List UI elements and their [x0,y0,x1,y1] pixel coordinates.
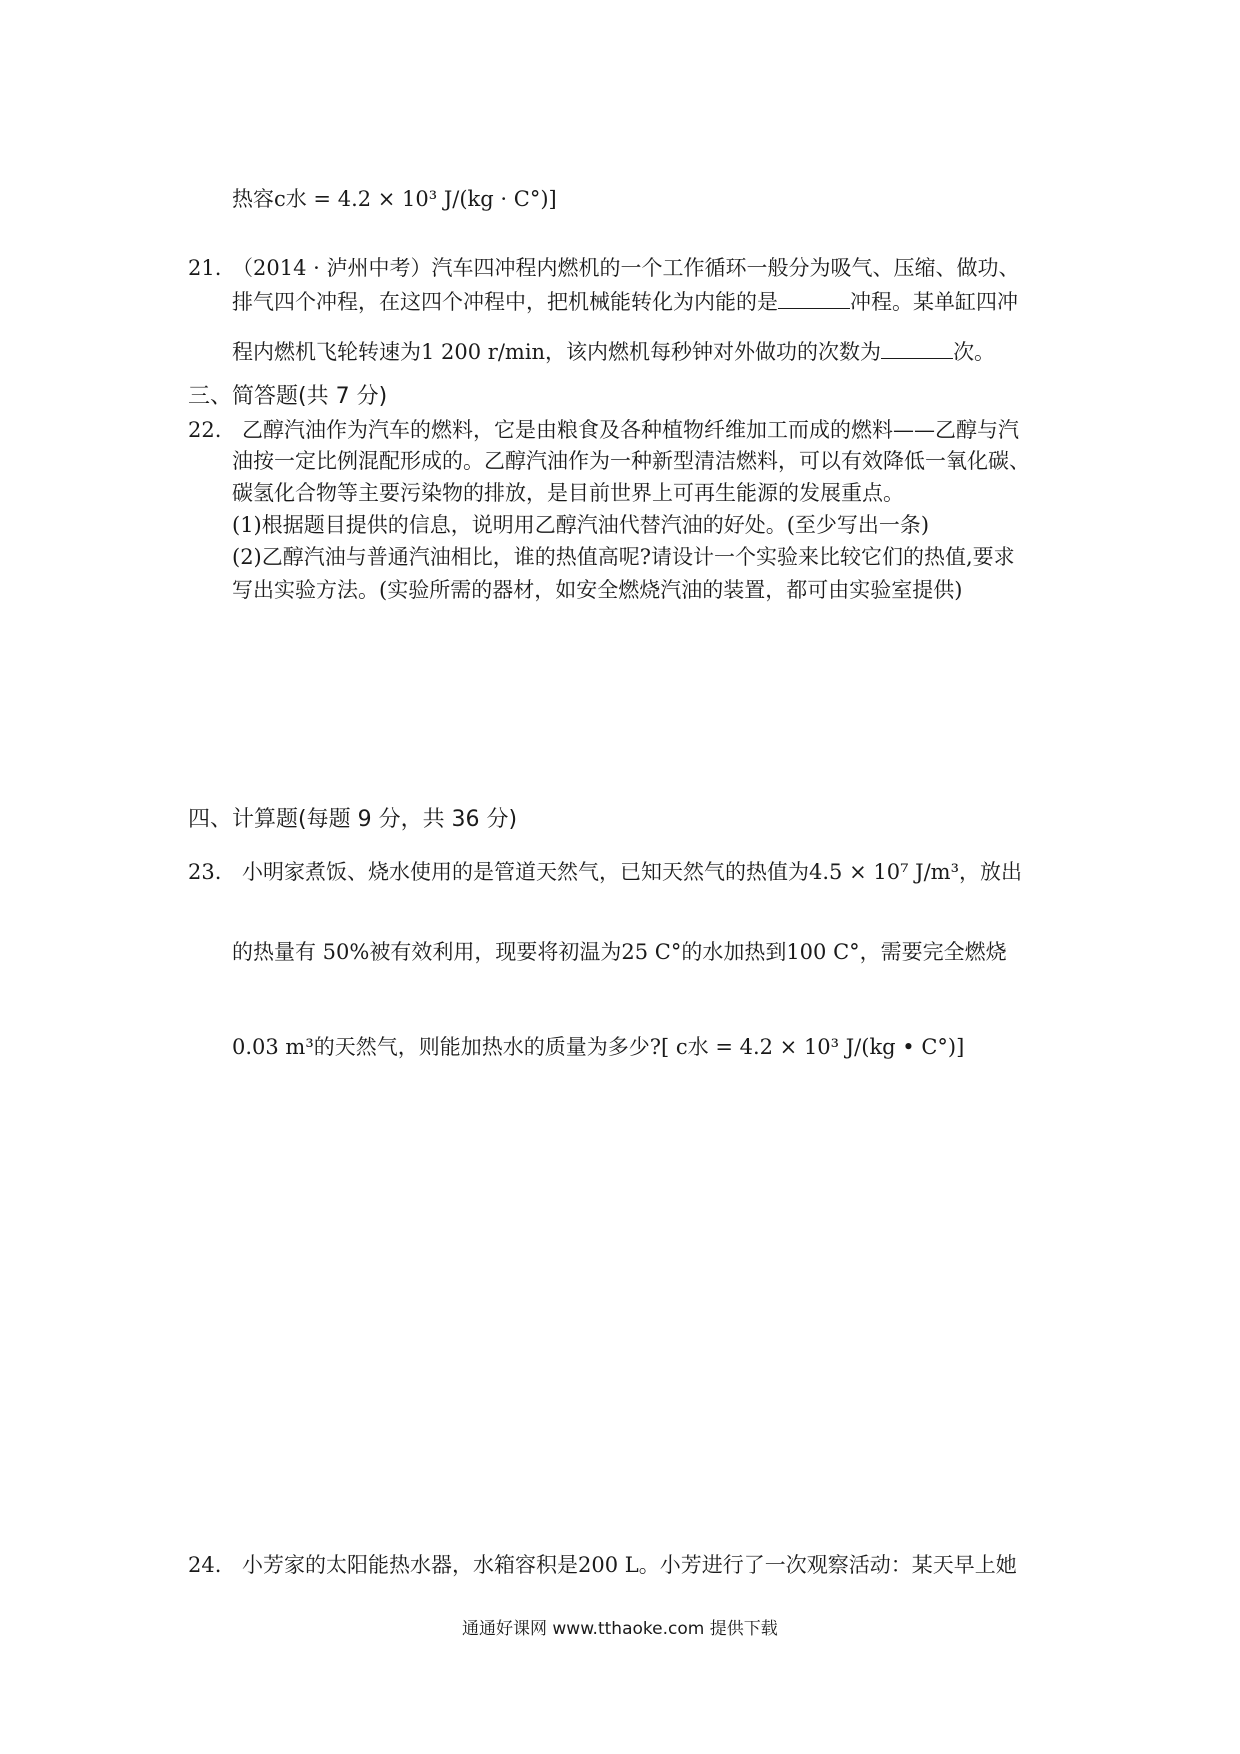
question-23-line-3: 0.03 m³的天然气，则能加热水的质量为多少?[ c水 = 4.2 × 10³ J/(kg • C°)] [232,1035,965,1059]
answer-blank-count[interactable] [881,340,953,359]
page-footer: 通通好课网 www.tthaoke.com 提供下载 [462,1619,778,1639]
question-24-line-1: 小芳家的太阳能热水器，水箱容积是200 L。小芳进行了一次观察活动：某天早上她 [242,1553,1017,1577]
question-22-sub-2-line-1: (2)乙醇汽油与普通汽油相比，谁的热值高呢?请设计一个实验来比较它们的热值,要求 [232,545,1015,569]
question-21-line-3 [232,340,995,363]
question-23-line-1: 小明家煮饭、烧水使用的是管道天然气，已知天然气的热值为4.5 × 10⁷ J/m³，放出 [242,860,1022,884]
question-21-line-2 [232,290,1018,313]
question-21-line-2-text-b: 冲程。某单缸四冲 [850,290,1018,314]
question-23-line-2: 的热量有 50%被有效利用，现要将初温为25 C°的水加热到100 C°，需要完全燃烧 [232,940,1007,964]
question-22-line-3: 碳氢化合物等主要污染物的排放，是目前世界上可再生能源的发展重点。 [232,481,904,505]
question-21-line-1: （2014 · 泸州中考）汽车四冲程内燃机的一个工作循环一般分为吸气、压缩、做功、 [232,256,1020,280]
question-22-line-1: 乙醇汽油作为汽车的燃料，它是由粮食及各种植物纤维加工而成的燃料——乙醇与汽 [242,418,1019,442]
question-22-sub-2-line-2: 写出实验方法。(实验所需的器材，如安全燃烧汽油的装置，都可由实验室提供) [232,578,963,602]
prev-question-tail: 热容c水 = 4.2 × 10³ J/(kg · C°)] [232,187,557,211]
question-21-line-2-text-a: 排气四个冲程，在这四个冲程中，把机械能转化为内能的是 [232,290,778,314]
answer-blank-stroke[interactable] [778,290,850,309]
question-23-number: 23. [188,860,222,884]
question-22-sub-1: (1)根据题目提供的信息，说明用乙醇汽油代替汽油的好处。(至少写出一条) [232,513,930,537]
question-21-number: 21. [188,256,222,280]
question-22-line-2: 油按一定比例混配形成的。乙醇汽油作为一种新型清洁燃料，可以有效降低一氧化碳、 [232,449,1030,473]
question-24-number: 24. [188,1553,222,1577]
section-4-heading: 四、计算题(每题 9 分，共 36 分) [188,807,518,832]
question-21-line-3-text-b: 次。 [953,340,996,364]
question-22-number: 22. [188,418,222,442]
section-3-heading: 三、简答题(共 7 分) [188,384,388,409]
question-21-line-3-text-a: 程内燃机飞轮转速为1 200 r/min，该内燃机每秒钟对外做功的次数为 [232,340,882,364]
